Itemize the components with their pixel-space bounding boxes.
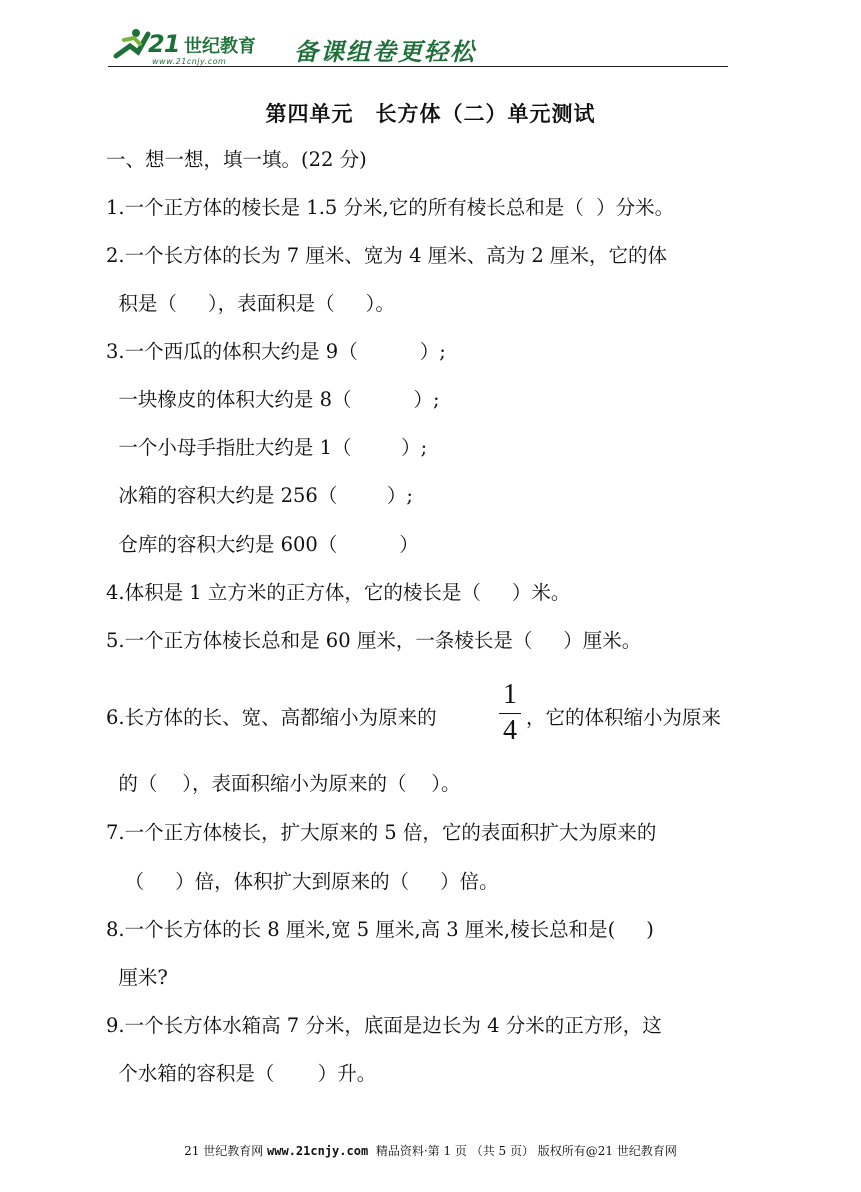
- question-line: （ ）倍，体积扩大到原来的（ ）倍。: [106, 870, 499, 893]
- section-heading: 一、想一想，填一填。(22 分): [106, 148, 367, 171]
- fraction-denominator: 4: [503, 715, 517, 746]
- question-line: 7.一个正方体棱长，扩大原来的 5 倍，它的表面积扩大为原来的: [106, 821, 657, 844]
- question-line: 个水箱的容积是（ ）升。: [106, 1062, 377, 1085]
- question-line: 一个小母手指肚大约是 1（ ）;: [106, 436, 428, 459]
- logo-number: 21: [148, 30, 180, 58]
- page-title: 第四单元 长方体（二）单元测试: [265, 101, 596, 126]
- question-line: 9.一个长方体水箱高 7 分米，底面是边长为 4 分米的正方形，这: [106, 1014, 662, 1037]
- question-line: 1.一个正方体的棱长是 1.5 分米,它的所有棱长总和是（ ）分米。: [106, 196, 675, 219]
- question-line: ，它的体积缩小为原来: [526, 706, 722, 729]
- footer-url: www.21cnjy.com: [267, 1144, 369, 1158]
- header-divider: [108, 66, 728, 67]
- question-line: 积是（ ），表面积是（ ）。: [106, 292, 395, 315]
- question-line: 5.一个正方体棱长总和是 60 厘米，一条棱长是（ ）厘米。: [106, 629, 642, 652]
- question-line: 8.一个长方体的长 8 厘米,宽 5 厘米,高 3 厘米,棱长总和是( ): [106, 918, 654, 941]
- question-line: 仓库的容积大约是 600（ ）: [106, 533, 419, 556]
- fraction-numerator: 1: [503, 679, 517, 710]
- page-footer: [0, 1142, 861, 1159]
- question-line: 3.一个西瓜的体积大约是 9（ ）;: [106, 340, 446, 363]
- question-line: 一块橡皮的体积大约是 8（ ）;: [106, 388, 440, 411]
- question-line: 厘米?: [106, 966, 168, 989]
- page-header: [108, 22, 728, 70]
- logo-text: 世纪教育: [184, 36, 256, 57]
- header-slogan: 备课组卷更轻松: [294, 38, 476, 66]
- fraction-one-quarter: [496, 681, 524, 745]
- question-line: 2.一个长方体的长为 7 厘米、宽为 4 厘米、高为 2 厘米，它的体: [106, 244, 668, 267]
- logo-url: www.21cnjy.com: [152, 57, 227, 66]
- question-line: 4.体积是 1 立方米的正方体，它的棱长是（ ）米。: [106, 581, 571, 604]
- question-line: 6.长方体的长、宽、高都缩小为原来的: [106, 706, 437, 729]
- fraction-bar: [499, 713, 521, 714]
- question-line: 冰箱的容积大约是 256（ ）;: [106, 484, 413, 507]
- footer-info: 精品资料·第 1 页 （共 5 页） 版权所有@21 世纪教育网: [375, 1144, 677, 1158]
- question-line: 的（ ），表面积缩小为原来的（ ）。: [106, 772, 461, 795]
- footer-site: 21 世纪教育网: [184, 1144, 264, 1158]
